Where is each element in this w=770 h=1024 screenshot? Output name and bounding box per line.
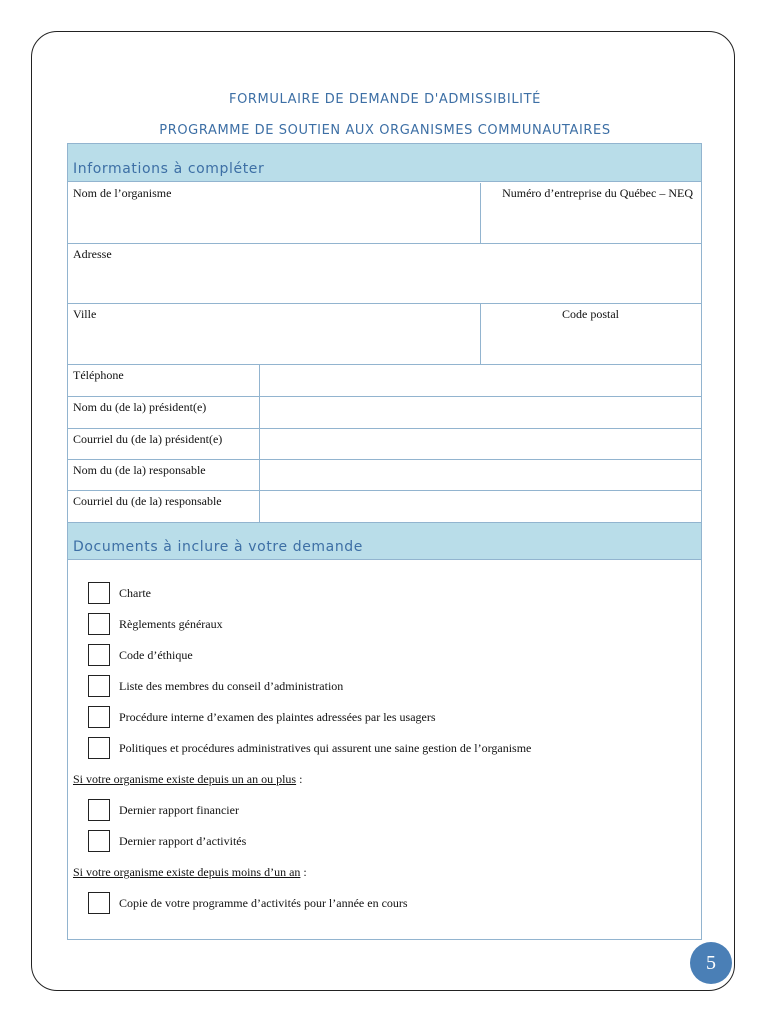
org-name-field[interactable] <box>68 183 480 243</box>
address-field[interactable] <box>68 244 701 303</box>
postal-code-label: Code postal <box>562 307 619 321</box>
divider <box>480 304 481 364</box>
president-name-label: Nom du (de la) président(e) <box>73 400 207 414</box>
checkbox-programme-activites[interactable] <box>88 892 110 914</box>
manager-name-input[interactable] <box>260 460 701 491</box>
president-email-input[interactable] <box>260 429 701 460</box>
manager-name-label: Nom du (de la) responsable <box>73 463 206 477</box>
phone-label: Téléphone <box>73 368 124 382</box>
checkbox-reglements[interactable] <box>88 613 110 635</box>
city-label: Ville <box>73 307 97 321</box>
address-label: Adresse <box>73 247 112 261</box>
application-form <box>67 143 702 940</box>
phone-input[interactable] <box>260 365 701 396</box>
info-section-heading: Informations à compléter <box>68 144 701 182</box>
checkbox-label: Dernier rapport d’activités <box>119 834 247 848</box>
checkbox-code-ethique[interactable] <box>88 644 110 666</box>
manager-email-label: Courriel du (de la) responsable <box>73 494 222 508</box>
note-suffix: : <box>296 772 303 786</box>
checkbox-rapport-financier[interactable] <box>88 799 110 821</box>
form-title: FORMULAIRE DE DEMANDE D'ADMISSIBILITÉ <box>229 92 541 107</box>
checkbox-procedure-plaintes[interactable] <box>88 706 110 728</box>
checkbox-rapport-activites[interactable] <box>88 830 110 852</box>
checkbox-politiques[interactable] <box>88 737 110 759</box>
checkbox-label: Copie de votre programme d’activités pour l’année en cours <box>119 896 408 910</box>
note-one-year-plus-text: Si votre organisme existe depuis un an ou plus <box>73 772 297 786</box>
neq-label: Numéro d’entreprise du Québec – NEQ <box>502 186 693 200</box>
org-name-label: Nom de l’organisme <box>73 186 172 200</box>
checkbox-label: Règlements généraux <box>119 617 223 631</box>
checkbox-label: Procédure interne d’examen des plaintes adressées par les usagers <box>119 710 436 724</box>
checkbox-label: Dernier rapport financier <box>119 803 239 817</box>
note-less-than-year-text: Si votre organisme existe depuis moins d’un an <box>73 865 301 879</box>
city-field[interactable] <box>68 304 480 364</box>
neq-field[interactable] <box>480 183 701 243</box>
program-title: PROGRAMME DE SOUTIEN AUX ORGANISMES COMMUNAUTAIRES <box>159 123 611 138</box>
checkbox-membres-ca[interactable] <box>88 675 110 697</box>
checkbox-label: Code d’éthique <box>119 648 193 662</box>
divider <box>480 183 481 243</box>
checkbox-label: Liste des membres du conseil d’administration <box>119 679 344 693</box>
documents-section-heading: Documents à inclure à votre demande <box>68 522 701 560</box>
page-number-badge: 5 <box>690 942 732 984</box>
president-email-label: Courriel du (de la) président(e) <box>73 432 223 446</box>
manager-email-input[interactable] <box>260 491 701 522</box>
note-suffix: : <box>300 865 307 879</box>
checkbox-label: Charte <box>119 586 151 600</box>
president-name-input[interactable] <box>260 397 701 428</box>
note-one-year-plus <box>73 772 302 787</box>
note-less-than-year <box>73 865 307 880</box>
checkbox-label: Politiques et procédures administratives qui assurent une saine gestion de l’organisme <box>119 741 532 755</box>
postal-code-field[interactable] <box>480 304 701 364</box>
checkbox-charte[interactable] <box>88 582 110 604</box>
